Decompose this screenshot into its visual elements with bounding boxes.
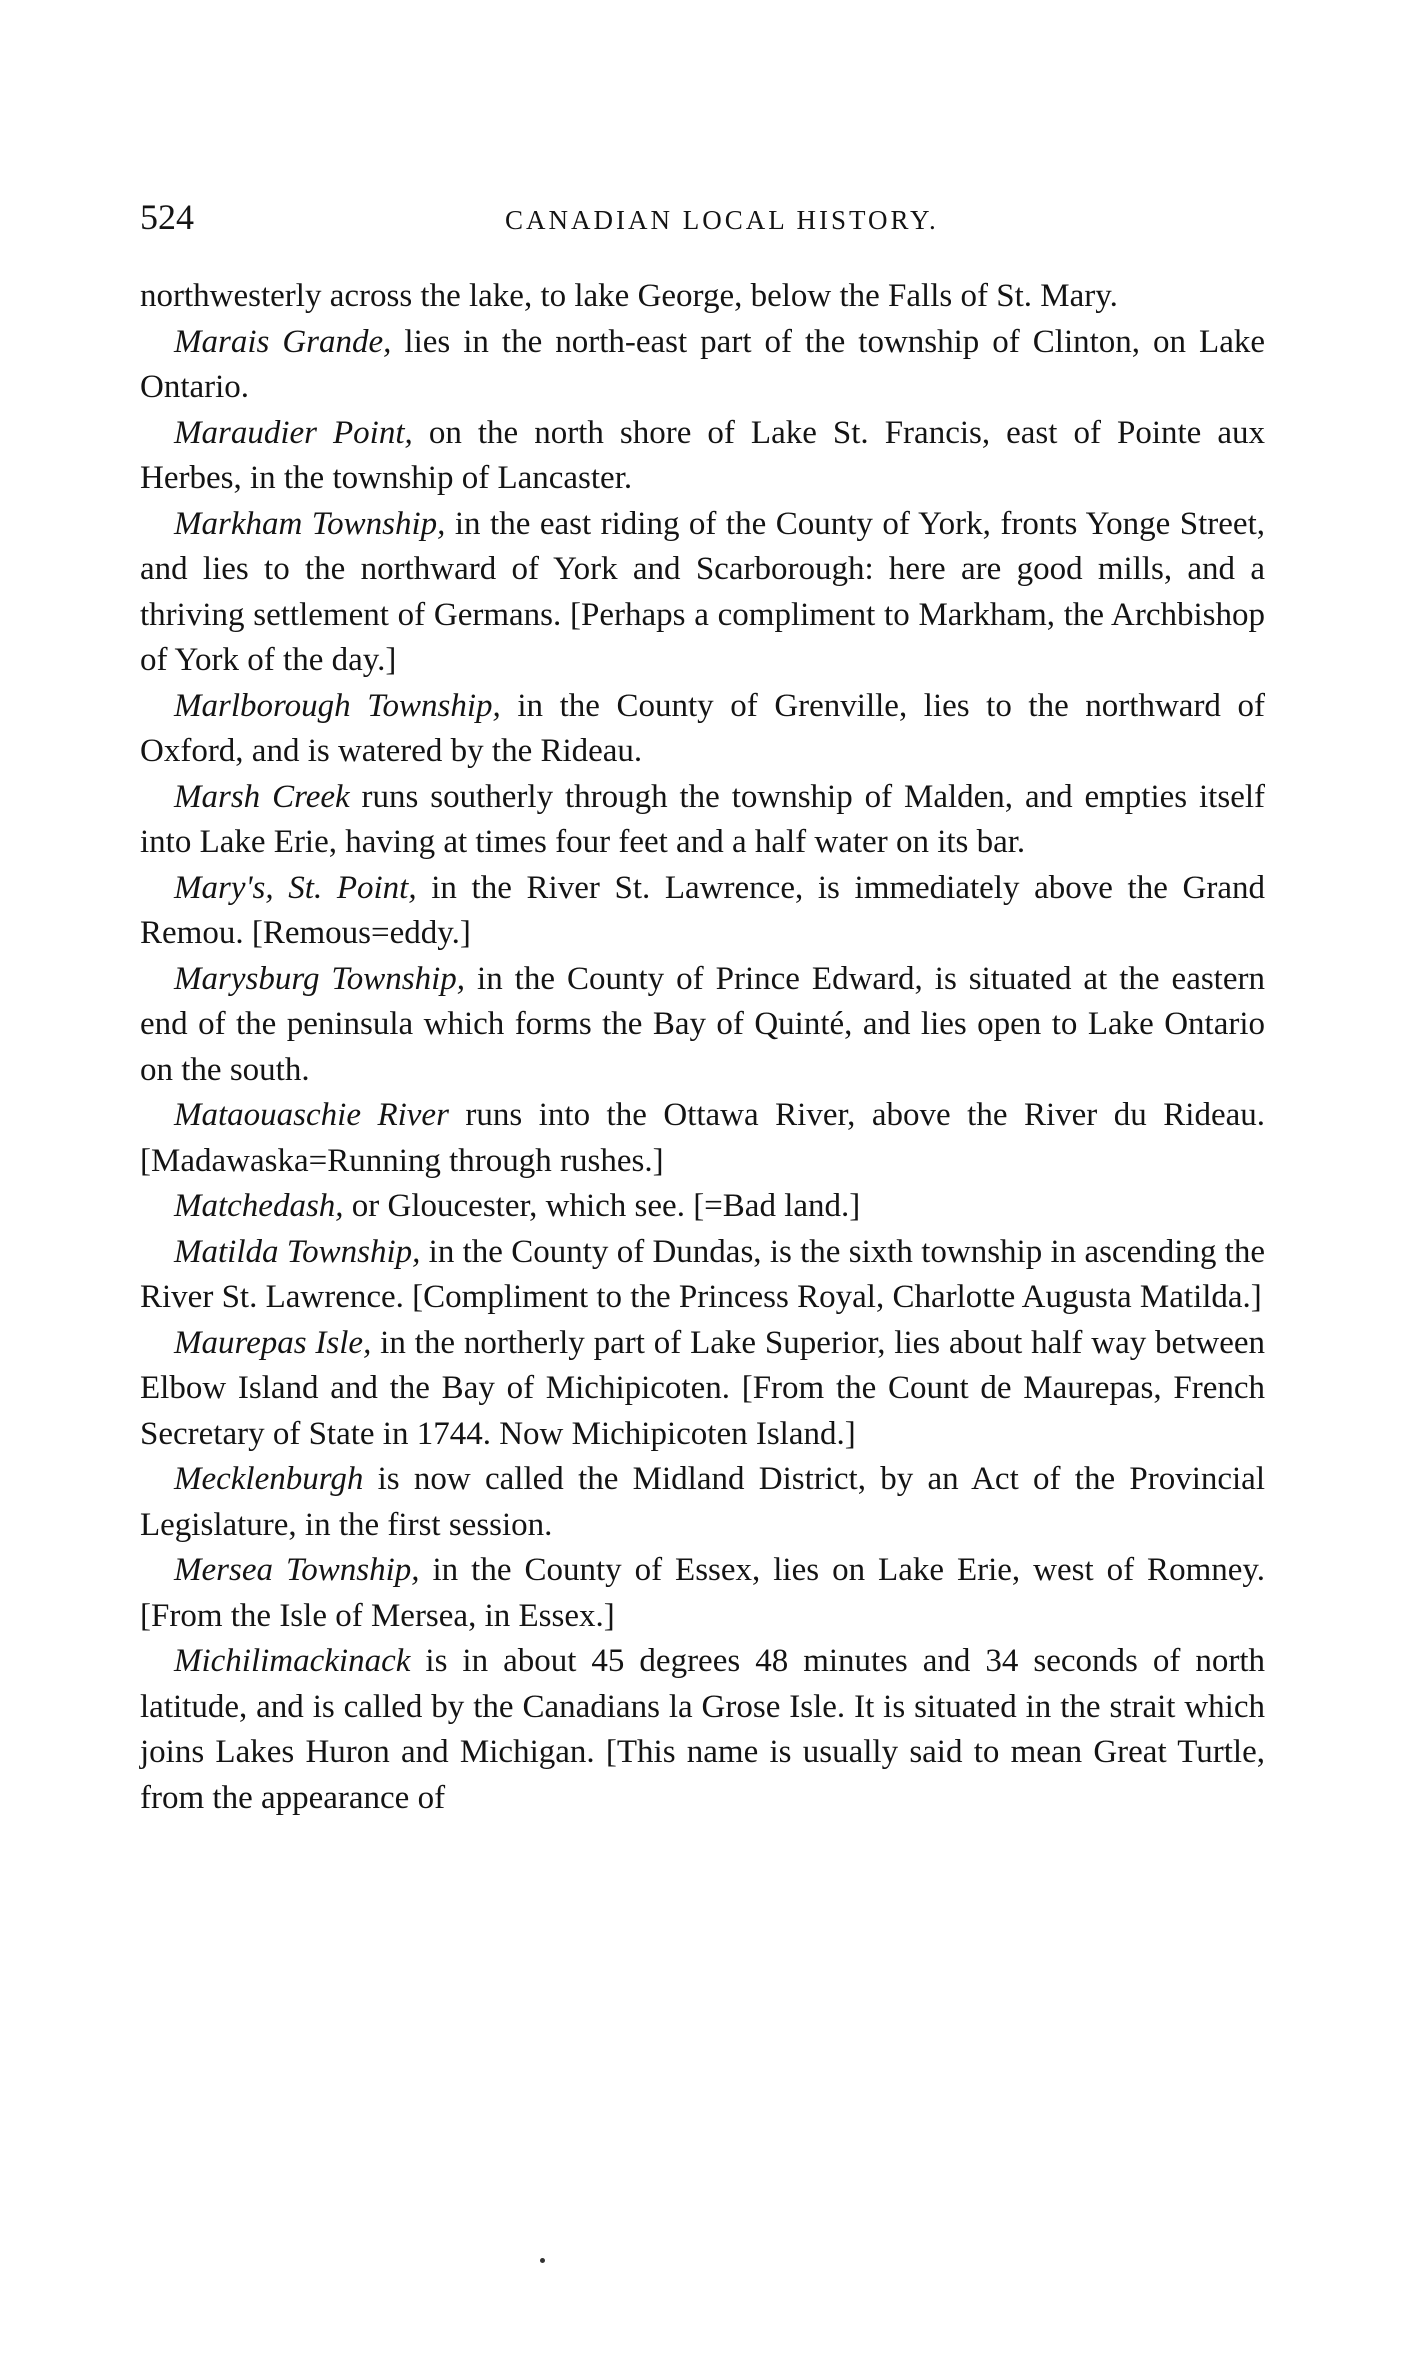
entry-maraudier-point bbox=[140, 411, 1265, 502]
entry-term: Maurepas Isle, bbox=[174, 1324, 372, 1361]
entry-term: Mary's, St. Point, bbox=[174, 869, 417, 906]
entry-text: in the River St. Lawrence, is immediately above the Grand Remou. [Remous=eddy.] bbox=[140, 869, 1265, 951]
entry-text: lies in the north-east part of the township of Clinton, on Lake Ontario. bbox=[140, 323, 1265, 405]
entry-text: in the County of Dundas, is the sixth township in ascending the River St. Lawrence. [Compliment to the Princess Royal, Charlotte Augusta Matilda.] bbox=[140, 1233, 1265, 1315]
entry-term: Markham Township, bbox=[174, 505, 446, 542]
entry-term: Michilimackinack bbox=[174, 1643, 411, 1679]
gazetteer-entries bbox=[140, 274, 1265, 1821]
entry-marys-st-point bbox=[140, 866, 1265, 957]
entry-text: northwesterly across the lake, to lake George, below the Falls of St. Mary. bbox=[140, 278, 1118, 314]
entry-text: is now called the Midland District, by an Act of the Provincial Legislature, in the first session. bbox=[140, 1461, 1265, 1543]
entry-text: in the northerly part of Lake Superior, lies about half way between Elbow Island and the Bay of Michipicoten. [From the Count de Maurepas, French Secretary of State in 1744. Now Michipicoten Island.] bbox=[140, 1324, 1266, 1452]
entry-matilda-township bbox=[140, 1230, 1265, 1321]
entry-marais-grande bbox=[140, 320, 1265, 411]
entry-term: Marais Grande, bbox=[174, 323, 392, 360]
entry-text: on the north shore of Lake St. Francis, east of Pointe aux Herbes, in the township of Lancaster. bbox=[140, 414, 1266, 496]
book-page bbox=[140, 196, 1265, 1821]
running-title: CANADIAN LOCAL HISTORY. bbox=[505, 205, 939, 235]
page-header bbox=[140, 196, 1265, 246]
entry-text: in the County of Prince Edward, is situated at the eastern end of the peninsula which forms the Bay of Quinté, and lies open to Lake Ontario on the south. bbox=[140, 960, 1265, 1088]
entry-michilimackinack bbox=[140, 1639, 1265, 1821]
entry-matchedash bbox=[140, 1184, 1265, 1230]
entry-term: Mersea Township, bbox=[174, 1552, 420, 1588]
entry-text: in the east riding of the County of York, fronts Yonge Street, and lies to the northward of York and Scarborough: here are good mills, and a thriving settlement of Germans. [Perhaps a compliment to Markham, the Archbishop of York of the day.] bbox=[140, 505, 1265, 678]
entry-text: in the County of Essex, lies on Lake Erie, west of Romney. [From the Isle of Mersea, in Essex.] bbox=[140, 1552, 1265, 1634]
entry-maurepas-isle bbox=[140, 1321, 1265, 1458]
entry-term: Marysburg Township, bbox=[174, 960, 466, 997]
entry-term: Matchedash, bbox=[174, 1188, 344, 1224]
entry-marlborough-township bbox=[140, 684, 1265, 775]
entry-text: or Gloucester, which see. [=Bad land.] bbox=[343, 1188, 861, 1224]
entry-term: Mataouaschie River bbox=[174, 1097, 449, 1133]
entry-term: Matilda Township, bbox=[174, 1233, 421, 1270]
entry-markham-township bbox=[140, 502, 1265, 684]
entry-mersea-township bbox=[140, 1548, 1265, 1639]
entry-term: Marsh Creek bbox=[174, 778, 350, 815]
entry-marysburg-township bbox=[140, 957, 1265, 1094]
entry-text: in the County of Grenville, lies to the northward of Oxford, and is watered by the Rideau. bbox=[140, 687, 1265, 769]
entry-mecklenburgh bbox=[140, 1457, 1265, 1548]
entry-mataouaschie-river bbox=[140, 1093, 1265, 1184]
page-number: 524 bbox=[140, 197, 194, 237]
entry-continuation bbox=[140, 274, 1265, 320]
entry-term: Maraudier Point, bbox=[174, 414, 413, 451]
entry-text: is in about 45 degrees 48 minutes and 34 seconds of north latitude, and is called by the Canadians la Grose Isle. It is situated in the strait which joins Lakes Huron and Michigan. [This name is usually said to mean Great Turtle, from the appearance of bbox=[140, 1643, 1265, 1816]
entry-marsh-creek bbox=[140, 775, 1265, 866]
entry-text: runs southerly through the township of Malden, and empties itself into Lake Erie, having at times four feet and a half water on its bar. bbox=[140, 778, 1265, 860]
entry-term: Mecklenburgh bbox=[174, 1461, 364, 1497]
entry-text: runs into the Ottawa River, above the River du Rideau. [Madawaska=Running through rushes.] bbox=[140, 1097, 1265, 1179]
ink-speck bbox=[540, 2258, 545, 2263]
entry-term: Marlborough Township, bbox=[174, 687, 501, 724]
